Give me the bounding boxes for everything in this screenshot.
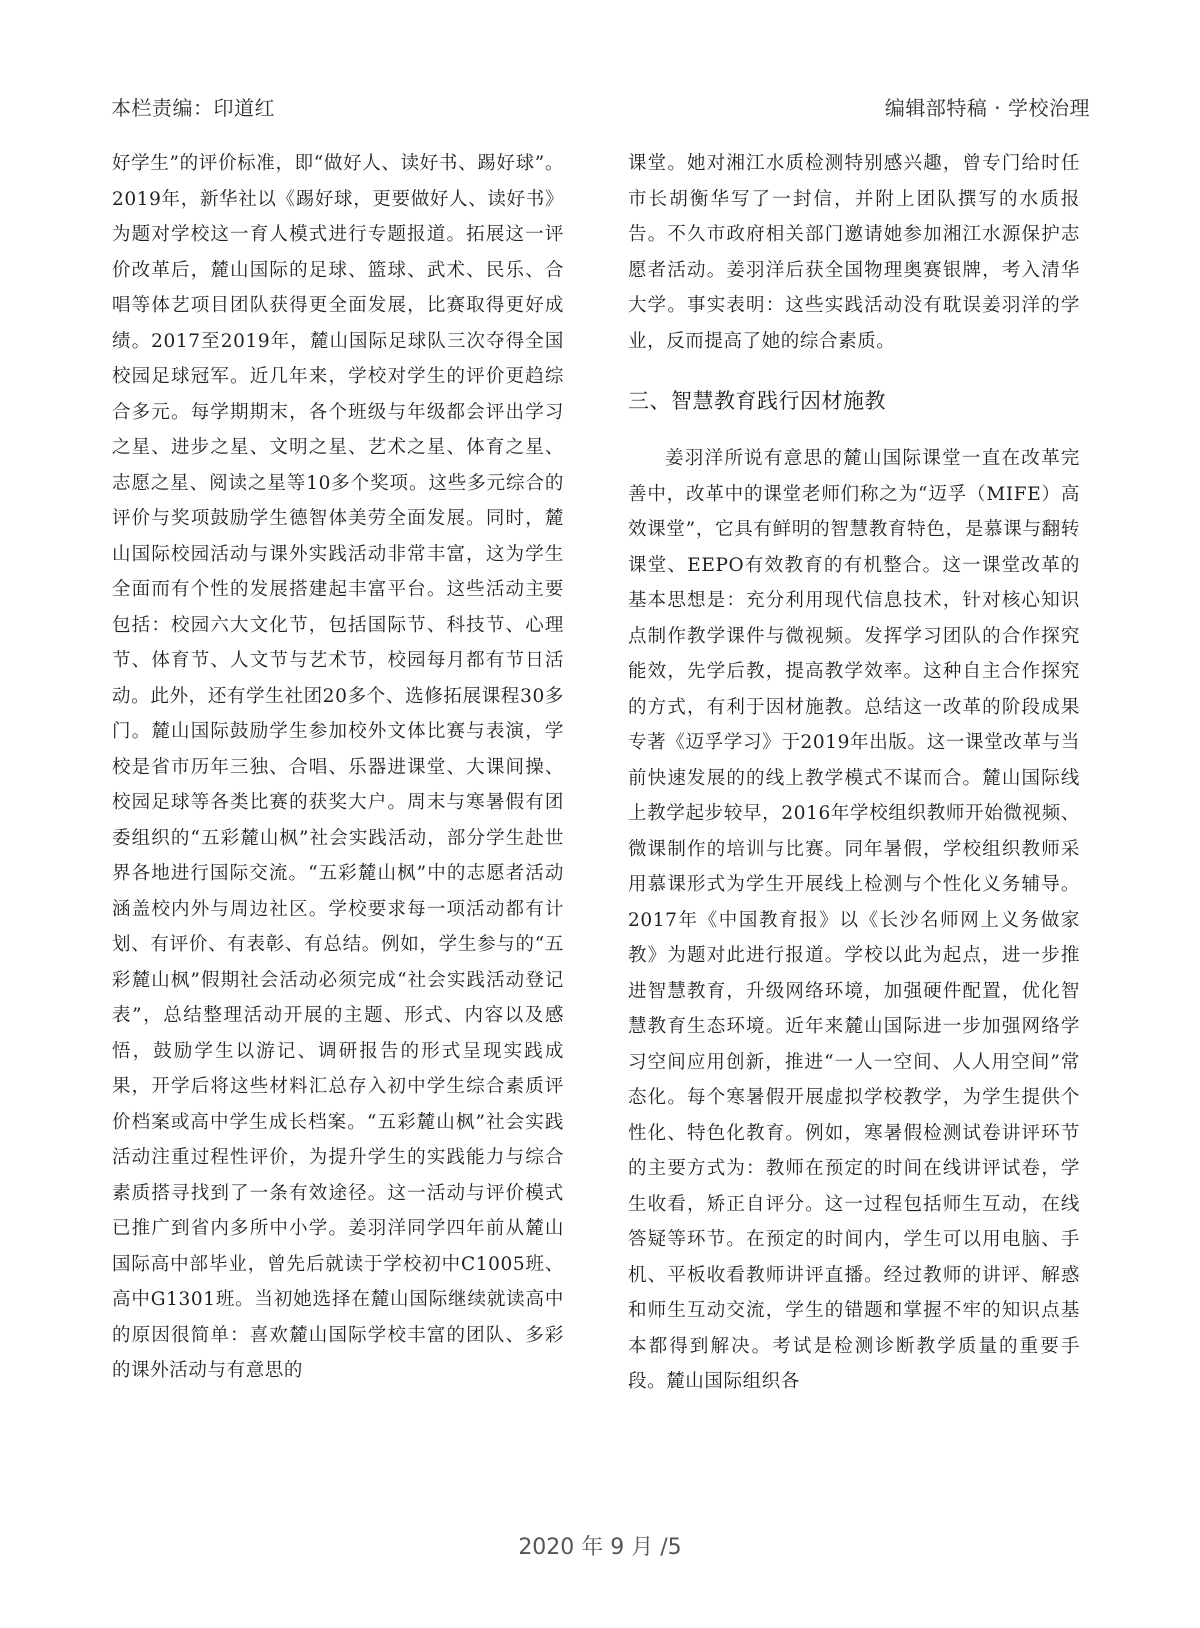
section-heading: 三、智慧教育践行因材施教 <box>628 389 886 413</box>
left-column <box>112 146 564 1389</box>
section-title: 编辑部特稿 · 学校治理 <box>884 96 1090 120</box>
right-column <box>628 146 1080 1400</box>
column-editor-label: 本栏责编：印道红 <box>111 96 275 120</box>
body-paragraph: 课堂。她对湘江水质检测特别感兴趣，曾专门给时任市长胡衡华写了一封信，并附上团队撰写的水质报告。不久市政府相关部门邀请她参加湘江水源保护志愿者活动。姜羽洋后获全国物理奥赛银牌，考入清华大学。事实表明：这些实践活动没有耽误姜羽洋的学业，反而提高了她的综合素质。 <box>628 153 1080 352</box>
body-paragraph: 好学生”的评价标准，即“做好人、读好书、踢好球”。2019年，新华社以《踢好球，更要做好人、读好书》为题对学校这一育人模式进行专题报道。拓展这一评价改革后，麓山国际的足球、篮球、武术、民乐、合唱等体艺项目团队获得更全面发展，比赛取得更好成绩。2017至2019年，麓山国际足球队三次夺得全国校园足球冠军。近几年来，学校对学生的评价更趋综合多元。每学期期末，各个班级与年级都会评出学习之星、进步之星、文明之星、艺术之星、体育之星、志愿之星、阅读之星等10多个奖项。这些多元综合的评价与奖项鼓励学生德智体美劳全面发展。同时，麓山国际校园活动与课外实践活动非常丰富，这为学生全面而有个性的发展搭建起丰富平台。这些活动主要包括：校园六大文化节，包括国际节、科技节、心理节、体育节、人文节与艺术节，校园每月都有节日活动。此外，还有学生社团20多个、选修拓展课程30多门。麓山国际鼓励学生参加校外文体比赛与表演，学校是省市历年三独、合唱、乐器进课堂、大课间操、校园足球等各类比赛的获奖大户。周末与寒暑假有团委组织的“五彩麓山枫”社会实践活动，部分学生赴世界各地进行国际交流。“五彩麓山枫”中的志愿者活动涵盖校内外与周边社区。学校要求每一项活动都有计划、有评价、有表彰、有总结。例如，学生参与的“五彩麓山枫”假期社会活动必须完成“社会实践活动登记表”，总结整理活动开展的主题、形式、内容以及感悟，鼓励学生以游记、调研报告的形式呈现实践成果，开学后将这些材料汇总存入初中学生综合素质评价档案或高中学生成长档案。“五彩麓山枫”社会实践活动注重过程性评价，为提升学生的实践能力与综合素质搭寻找到了一条有效途径。这一活动与评价模式已推广到省内多所中小学。姜羽洋同学四年前从麓山国际高中部毕业，曾先后就读于学校初中C1005班、高中G1301班。当初她选择在麓山国际继续就读高中的原因很简单：喜欢麓山国际学校丰富的团队、多彩的课外活动与有意思的 <box>112 153 564 1381</box>
page-footer-date: 2020 年 9 月 /5 <box>518 1535 682 1560</box>
body-paragraph: 姜羽洋所说有意思的麓山国际课堂一直在改革完善中，改革中的课堂老师们称之为“迈孚（MIFE）高效课堂”，它具有鲜明的智慧教育特色，是慕课与翻转课堂、EEPO有效教育的有机整合。这一课堂改革的基本思想是：充分利用现代信息技术，针对核心知识点制作教学课件与微视频。发挥学习团队的合作探究能效，先学后教，提高教学效率。这种自主合作探究的方式，有利于因材施教。总结这一改革的阶段成果专著《迈孚学习》于2019年出版。这一课堂改革与当前快速发展的的线上教学模式不谋而合。麓山国际线上教学起步较早，2016年学校组织教师开始微视频、微课制作的培训与比赛。同年暑假，学校组织教师采用慕课形式为学生开展线上检测与个性化义务辅导。2017年《中国教育报》以《长沙名师网上义务做家教》为题对此进行报道。学校以此为起点，进一步推进智慧教育，升级网络环境，加强硬件配置，优化智慧教育生态环境。近年来麓山国际进一步加强网络学习空间应用创新，推进“一人一空间、人人用空间”常态化。每个寒暑假开展虚拟学校教学，为学生提供个性化、特色化教育。例如，寒暑假检测试卷讲评环节的主要方式为：教师在预定的时间在线讲评试卷，学生收看，矫正自评分。这一过程包括师生互动，在线答疑等环节。在预定的时间内，学生可以用电脑、手机、平板收看教师讲评直播。经过教师的讲评、解惑和师生互动交流，学生的错题和掌握不牢的知识点基本都得到解决。考试是检测诊断教学质量的重要手段。麓山国际组织各 <box>628 448 1080 1392</box>
